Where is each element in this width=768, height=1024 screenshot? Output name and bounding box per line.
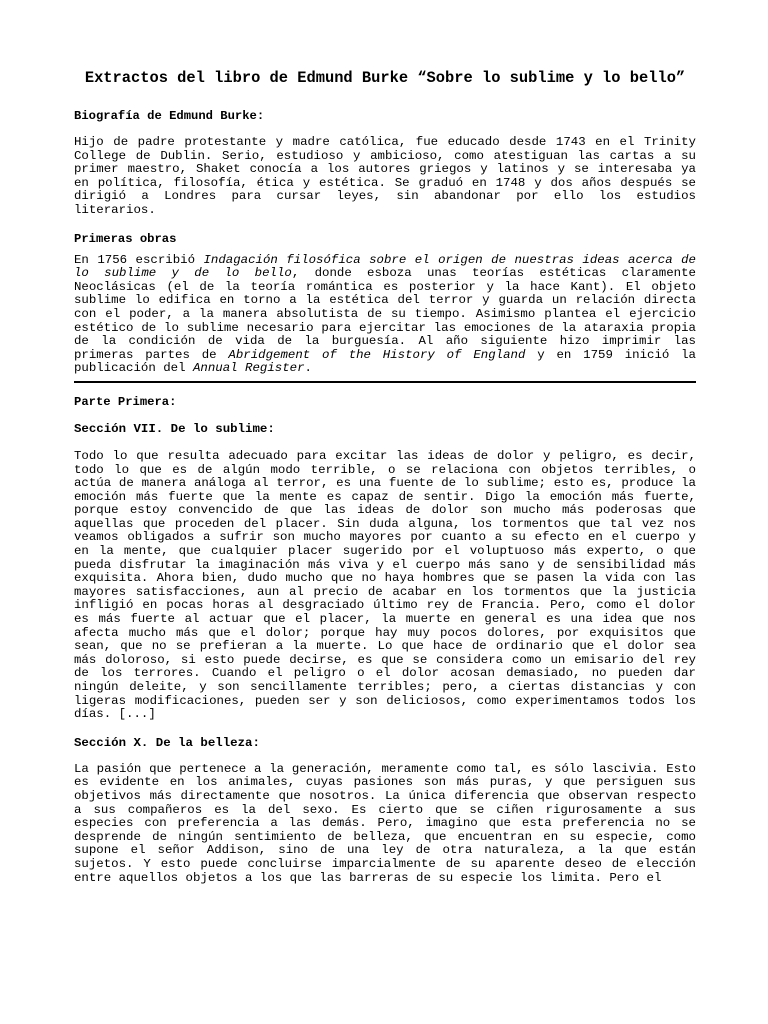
part-one-heading: Parte Primera: (74, 394, 177, 409)
section-x-paragraph: La pasión que pertenece a la generación, meramente como tal, es sólo lascivia. Esto es evidente en los animales, cuyas pasiones son más puras, y que persiguen sus objetivos más directamente que nosotros. La única diferencia que observan respecto a sus compañeros es la del sexo. Es cierto que se ciñen rigurosamente a sus especies con preferencia a las demás. Pero, imagino que esta preferencia no se desprende de ningún sentimiento de belleza, que encuentran en su especie, como supone el señor Addison, sino de una ley de otra naturaleza, a la que están sujetos. Y esto puede concluirse imparcialmente de su aparente deseo de elección entre aquellos objetos a los que las barreras de su especie los limita. Pero el (74, 761, 696, 885)
publication-title-annual-register: Annual Register (192, 361, 305, 376)
first-works-paragraph (74, 254, 696, 376)
book-title-indagacion: Indagación filosófica sobre el origen de nuestras ideas acerca de lo sublime y de lo bello (74, 252, 696, 281)
biography-paragraph: Hijo de padre protestante y madre católica, fue educado desde 1743 en el Trinity College de Dublin. Serio, estudioso y ambicioso, como atestiguan las cartas a su primer maestro, Shaket conocía a los autores griegos y latinos y se interesaba ya en política, filosofía, ética y estética. Se graduó en 1748 y dos años después se dirigió a Londres para cursar leyes, sin abandonar por ello los estudios literarios. (74, 135, 696, 217)
first-works-text-1: En 1756 escribió (74, 252, 204, 267)
section-vii-heading: Sección VII. De lo sublime: (74, 421, 275, 436)
first-works-text-2: , donde esboza unas teorías estéticas claramente Neoclásicas (el de la teoría romántica es posterior y la hace Kant). El objeto sublime lo edifica en torno a la estética del terror y guarda un relación directa con el poder, a la manera absolutista de su tiempo. Asimismo plantea el ejercicio estético de lo sublime necesario para ejercitar las emociones de la ataraxia propia de la condición de vida de la burguesía. Al año siguiente hizo imprimir las primeras partes de (74, 266, 696, 362)
first-works-text-3: y en 1759 inició la publicación del (74, 347, 696, 376)
book-title-abridgement: Abridgement of the History of England (228, 347, 526, 362)
document-page (74, 68, 696, 885)
page-title: Extractos del libro de Edmund Burke “Sobre lo sublime y lo bello” (84, 69, 686, 87)
biography-heading: Biografía de Edmund Burke: (74, 109, 265, 123)
section-x-heading: Sección X. De la belleza: (74, 735, 260, 750)
first-works-text-4: . (304, 361, 312, 376)
first-works-heading: Primeras obras (74, 231, 177, 246)
section-vii-paragraph: Todo lo que resulta adecuado para excitar las ideas de dolor y peligro, es decir, todo lo que es de algún modo terrible, o se relaciona con objetos terribles, o actúa de manera análoga al terror, es una fuente de lo sublime; esto es, produce la emoción más fuerte que la mente es capaz de sentir. Digo la emoción más fuerte, porque estoy convencido de que las ideas de dolor son mucho más poderosas que aquellas que proceden del placer. Sin duda alguna, los tormentos que tal vez nos veamos obligados a sufrir son mucho mayores por cuanto a su efecto en el cuerpo y en la mente, que cualquier placer sugerido por el voluptuoso más experto, o que pueda disfrutar la imaginación más viva y el cuerpo más sano y de sensibilidad más exquisita. Ahora bien, dudo mucho que no haya hombres que se pasen la vida con las mayores satisfacciones, aun al precio de acabar en los tormentos que la justicia infligió en pocas horas al desgraciado último rey de Francia. Pero, como el dolor es más fuerte al actuar que el placer, la muerte en general es una idea que nos afecta mucho más que el dolor; porque hay muy pocos dolores, por exquisitos que sean, que no se prefieran a la muerte. Lo que hace de ordinario que el dolor sea más doloroso, si esto puede decirse, es que se considera como un emisario del rey de los terrores. Cuando el peligro o el dolor acosan demasiado, no pueden dar ningún deleite, y son sencillamente terribles; pero, a ciertas distancias y con ligeras modificaciones, pueden ser y son deliciosos, como experimentamos todos los días. [...] (74, 448, 696, 722)
section-divider (74, 381, 696, 383)
